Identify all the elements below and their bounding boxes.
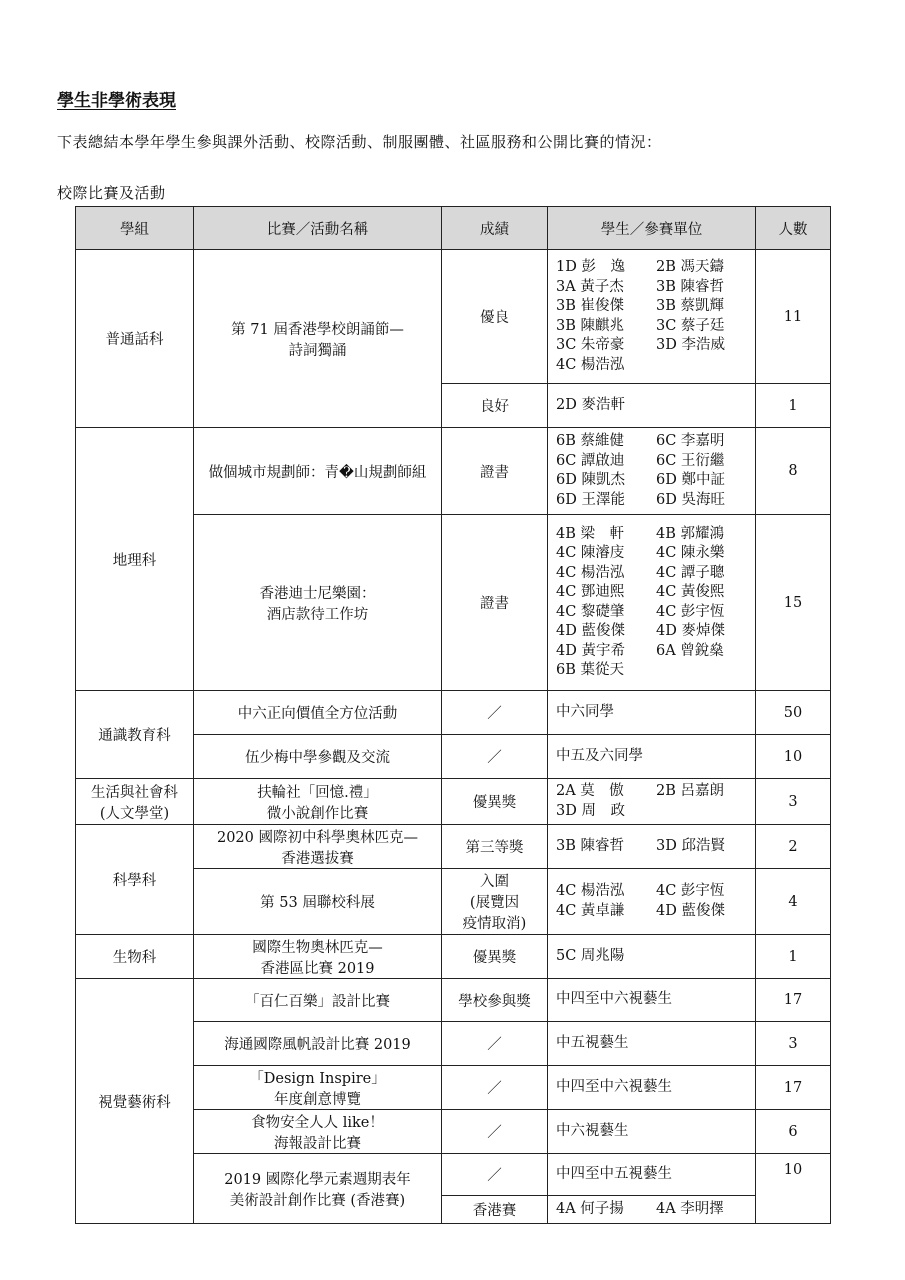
students-cell: [548, 515, 756, 691]
student-name: 4C 楊浩泓: [556, 564, 625, 581]
student-name: 6D 王澤能: [556, 491, 625, 508]
student-name: 4D 藍俊傑: [656, 902, 725, 919]
activity-cell: [194, 825, 442, 869]
students-cell: 中五及六同學: [548, 735, 756, 779]
result-cell: 證書: [442, 515, 548, 691]
student-name: 4B 梁 軒: [556, 525, 624, 542]
student-name: 3B 崔俊傑: [556, 298, 624, 314]
header-activity: 比賽／活動名稱: [194, 207, 442, 250]
student-line: [556, 802, 751, 822]
group-cell: 生物科: [76, 935, 194, 979]
student-name: 6B 蔡維健: [556, 433, 624, 449]
student-name: 4C 彭宇恆: [656, 883, 725, 899]
activity-line: 酒店款待工作坊: [266, 606, 369, 623]
student-name: 4A 何子揚: [556, 1200, 624, 1217]
students-cell: [548, 250, 756, 384]
student-name: 3B 陳睿哲: [556, 837, 624, 854]
result-cell: ／: [442, 735, 548, 779]
student-name: 6C 王衍繼: [656, 452, 725, 469]
activity-line: 2020 國際初中科學奧林匹克—: [216, 829, 418, 846]
activity-line: 第 71 屆香港學校朗誦節—: [231, 321, 404, 338]
result-cell: ／: [442, 1022, 548, 1066]
activity-line: 年度創意博覽: [274, 1091, 361, 1108]
result-cell: ／: [442, 1110, 548, 1154]
students-cell: 中四至中六視藝生: [548, 979, 756, 1022]
group-cell: 視覺藝術科: [76, 979, 194, 1224]
student-name: 4B 郭耀鴻: [656, 525, 724, 542]
result-cell: ／: [442, 691, 548, 735]
activity-cell: [194, 1110, 442, 1154]
table-header-row: [76, 207, 831, 250]
activity-cell: 做個城市規劃師：青�山規劃師組: [194, 428, 442, 515]
student-line: [556, 432, 751, 452]
result-cell: 香港賽: [442, 1196, 548, 1224]
result-cell: 證書: [442, 428, 548, 515]
student-name: 6A 曾銳燊: [656, 642, 724, 659]
activity-line: 微小說創作比賽: [266, 805, 369, 822]
student-line: [556, 471, 751, 491]
student-name: 2B 呂嘉朗: [656, 783, 724, 799]
table-row: [76, 250, 831, 384]
header-students: 學生／參賽單位: [548, 207, 756, 250]
student-name: 4C 黃俊熙: [656, 584, 725, 600]
student-name: 4A 李明擇: [656, 1200, 724, 1217]
student-name: 1D 彭 逸: [556, 259, 625, 275]
activity-line: 香港區比賽 2019: [260, 960, 375, 977]
table-row: [76, 691, 831, 735]
activity-line: 食物安全人人 like！: [251, 1114, 384, 1131]
count-cell: 11: [756, 250, 831, 384]
students-cell: [548, 1196, 756, 1224]
count-cell: 1: [756, 935, 831, 979]
student-name: 4C 譚子聰: [656, 564, 725, 581]
student-line: [556, 297, 751, 317]
activity-cell: 第 53 屆聯校科展: [194, 869, 442, 935]
result-line: 疫情取消): [462, 916, 527, 932]
activity-cell: [194, 250, 442, 428]
student-name: 4D 黃宇希: [556, 642, 625, 659]
student-name: 4C 陳濬庋: [556, 545, 625, 561]
activity-cell: [194, 515, 442, 691]
students-cell: [548, 428, 756, 515]
count-cell: 50: [756, 691, 831, 735]
count-cell: 10: [756, 735, 831, 779]
count-cell: 4: [756, 869, 831, 935]
student-name: 3C 朱帝豪: [556, 337, 625, 353]
student-line: [556, 622, 751, 642]
result-line: (展覽因: [469, 895, 520, 911]
student-name: 3B 陳睿哲: [656, 278, 724, 295]
group-cell: 通識教育科: [76, 691, 194, 779]
student-name: 3D 周 政: [556, 802, 625, 819]
activity-cell: 伍少梅中學參觀及交流: [194, 735, 442, 779]
students-cell: 2D 麥浩軒: [548, 384, 756, 428]
count-cell: 3: [756, 1022, 831, 1066]
student-line: [556, 544, 751, 564]
group-line: 生活與社會科: [91, 784, 178, 801]
count-cell: 3: [756, 779, 831, 825]
activity-line: 詩詞獨誦: [288, 342, 347, 359]
students-cell: 5C 周兆陽: [548, 935, 756, 979]
activity-line: 海報設計比賽: [274, 1135, 361, 1152]
activity-line: 2019 國際化學元素週期表年: [224, 1171, 411, 1188]
student-line: [556, 336, 751, 356]
student-name: 2A 莫 傲: [556, 783, 624, 799]
count-cell: 2: [756, 825, 831, 869]
student-line: [556, 603, 751, 623]
result-cell: 第三等獎: [442, 825, 548, 869]
student-line: [556, 902, 751, 922]
activity-cell: [194, 779, 442, 825]
student-name: 4C 黎礎肇: [556, 603, 625, 620]
student-line: [556, 278, 751, 298]
student-name: 3D 邱浩賢: [656, 837, 725, 854]
header-count: 人數: [756, 207, 831, 250]
student-name: 6D 鄭中証: [656, 472, 725, 488]
activity-line: 扶輪社「回憶.禮」: [257, 784, 378, 801]
header-group: 學組: [76, 207, 194, 250]
count-cell: 8: [756, 428, 831, 515]
student-name: 3D 李浩威: [656, 337, 725, 353]
table-row: [76, 935, 831, 979]
student-name: 3A 黃子杰: [556, 278, 624, 295]
student-name: 4C 彭宇恆: [656, 603, 725, 620]
activity-cell: [194, 935, 442, 979]
student-name: 4C 陳永樂: [656, 545, 725, 561]
student-name: 6C 李嘉明: [656, 433, 725, 449]
student-line: [556, 837, 751, 857]
student-name: 4D 麥焯傑: [656, 623, 725, 639]
activity-cell: 中六正向價值全方位活動: [194, 691, 442, 735]
result-line: 入圍: [480, 874, 509, 890]
result-cell: ／: [442, 1066, 548, 1110]
student-line: [556, 642, 751, 662]
header-result: 成績: [442, 207, 548, 250]
competition-table: [75, 206, 831, 1224]
student-line: [556, 491, 751, 511]
student-name: 3B 蔡凱輝: [656, 298, 724, 314]
student-line: [556, 782, 751, 802]
student-line: [556, 583, 751, 603]
table-subheading: 校際比賽及活動: [57, 184, 166, 202]
student-line: [556, 661, 751, 681]
result-cell: ／: [442, 1154, 548, 1196]
student-name: 6D 吳海旺: [656, 491, 725, 508]
table-row: [76, 979, 831, 1022]
student-line: [556, 564, 751, 584]
activity-line: 國際生物奧林匹克—: [252, 939, 383, 956]
student-name: 6B 葉從天: [556, 662, 624, 678]
count-cell: 15: [756, 515, 831, 691]
activity-line: 香港迪士尼樂園：: [259, 585, 376, 602]
group-cell: 地理科: [76, 428, 194, 691]
student-name: 3B 陳麒兆: [556, 317, 624, 334]
student-line: [556, 452, 751, 472]
count-cell: 6: [756, 1110, 831, 1154]
table-row: [76, 825, 831, 869]
student-line: [556, 525, 751, 545]
result-cell: [442, 869, 548, 935]
activity-cell: [194, 1066, 442, 1110]
student-name: 4D 藍俊傑: [556, 623, 625, 639]
table-row: [76, 428, 831, 515]
students-cell: [548, 825, 756, 869]
count-cell: 1: [756, 384, 831, 428]
intro-text: 下表總結本學年學生參與課外活動、校際活動、制服團體、社區服務和公開比賽的情況：: [57, 133, 662, 151]
student-name: 3C 蔡子廷: [656, 317, 725, 334]
students-cell: [548, 779, 756, 825]
students-cell: 中四至中五視藝生: [548, 1154, 756, 1196]
student-name: 2B 馮天鑄: [656, 259, 724, 275]
students-cell: 中六視藝生: [548, 1110, 756, 1154]
activity-cell: 「百仁百樂」設計比賽: [194, 979, 442, 1022]
student-line: [556, 317, 751, 337]
student-name: 6C 譚啟迪: [556, 452, 625, 469]
students-cell: 中六同學: [548, 691, 756, 735]
activity-line: 香港選拔賽: [281, 850, 354, 867]
student-name: 4C 黃卓謙: [556, 902, 625, 919]
student-name: 6D 陳凱杰: [556, 472, 625, 488]
group-line: (人文學堂): [99, 805, 170, 822]
student-name: 4C 鄧迪熙: [556, 584, 625, 600]
student-name: 4C 楊浩泓: [556, 883, 625, 899]
students-cell: 中四至中六視藝生: [548, 1066, 756, 1110]
result-cell: 優異獎: [442, 935, 548, 979]
section-heading: 學生非學術表現: [57, 91, 176, 111]
students-cell: 中五視藝生: [548, 1022, 756, 1066]
group-cell: [76, 779, 194, 825]
table-row: [76, 779, 831, 825]
result-cell: 優良: [442, 250, 548, 384]
students-cell: [548, 869, 756, 935]
activity-line: 美術設計創作比賽 (香港賽): [229, 1192, 406, 1209]
student-line: [556, 1200, 751, 1220]
result-cell: 學校參與獎: [442, 979, 548, 1022]
group-cell: 科學科: [76, 825, 194, 935]
activity-line: 「Design Inspire」: [249, 1070, 386, 1087]
count-cell: 17: [756, 979, 831, 1022]
student-line: [556, 356, 751, 376]
result-cell: 良好: [442, 384, 548, 428]
student-name: 4C 楊浩泓: [556, 356, 625, 373]
student-line: [556, 258, 751, 278]
activity-cell: 海通國際風帆設計比賽 2019: [194, 1022, 442, 1066]
count-cell: 10: [756, 1154, 831, 1224]
count-cell: 17: [756, 1066, 831, 1110]
group-cell: 普通話科: [76, 250, 194, 428]
activity-cell: [194, 1154, 442, 1224]
student-line: [556, 882, 751, 902]
result-cell: 優異獎: [442, 779, 548, 825]
